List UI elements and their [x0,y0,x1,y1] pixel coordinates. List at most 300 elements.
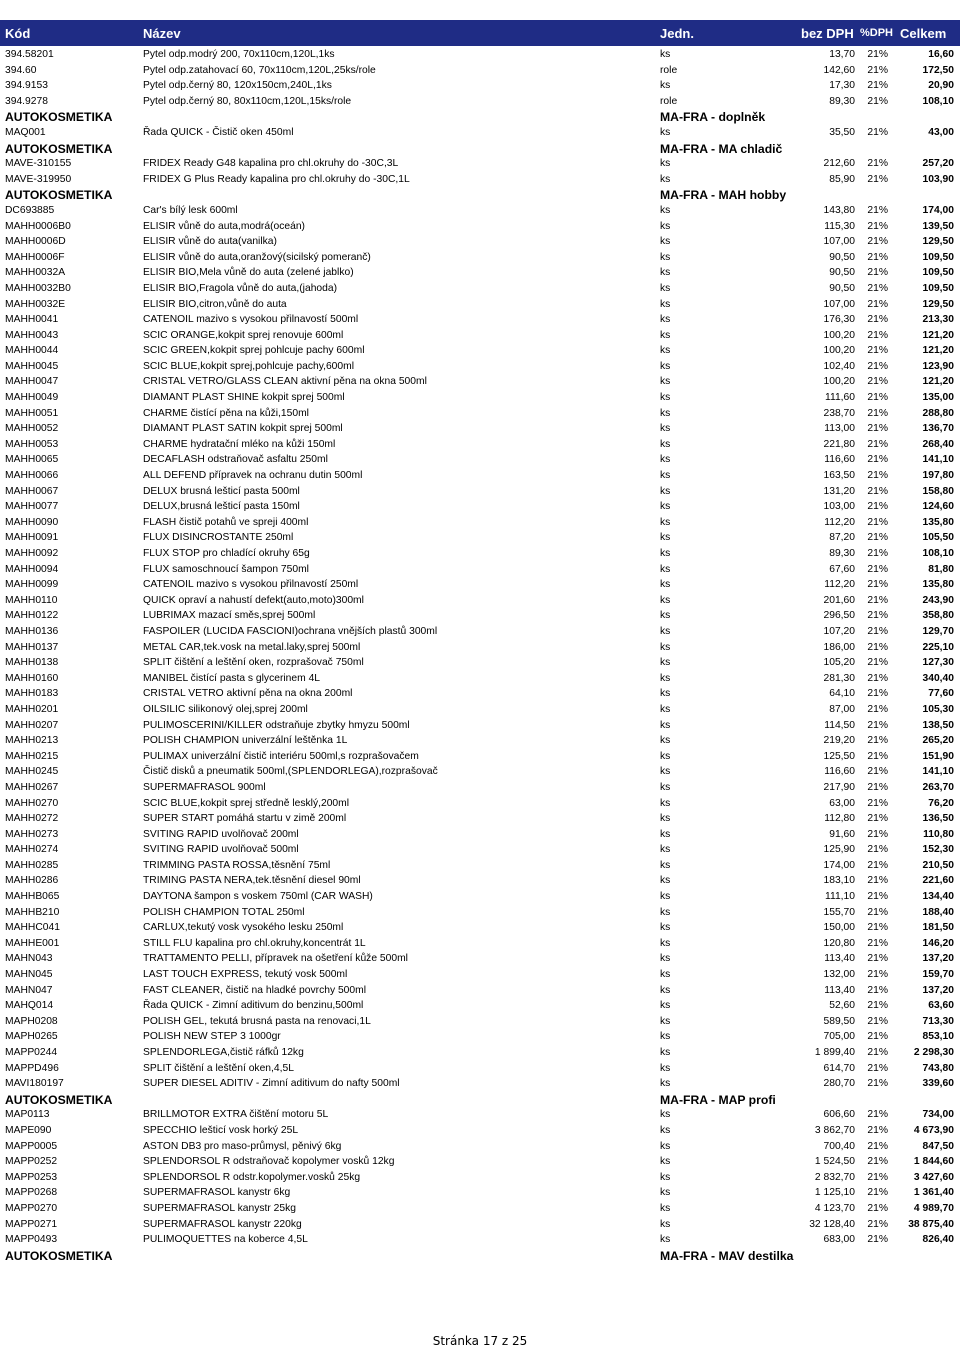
cell-price: 186,00 [823,641,855,653]
cell-name: ELISIR BIO,Fragola vůně do auta,(jahoda) [143,282,338,294]
cell-unit: ks [660,516,671,528]
cell-unit: ks [660,220,671,232]
cell-code: MAHH0044 [5,345,59,357]
table-row [0,203,960,219]
cell-price: 142,60 [823,64,855,76]
cell-code: MAVI180197 [5,1078,64,1090]
cell-name: DIAMANT PLAST SATIN kokpit sprej 500ml [143,423,343,435]
cell-name: POLISH NEW STEP 3 1000gr [143,1031,281,1043]
table-row [0,920,960,936]
cell-vat: 21% [867,95,888,107]
cell-code: MAPPD496 [5,1062,59,1074]
cell-price: 132,00 [823,969,855,981]
table-row [0,343,960,359]
cell-code: MAHH0099 [5,579,59,591]
cell-total: 20,90 [928,80,954,92]
table-row [0,94,960,110]
cell-price: 90,50 [829,282,855,294]
cell-total: 210,50 [922,859,954,871]
cell-unit: ks [660,1109,671,1121]
cell-vat: 21% [867,579,888,591]
cell-vat: 21% [867,1171,888,1183]
cell-code: MAHH0043 [5,329,59,341]
table-row [0,125,960,141]
cell-price: 221,80 [823,438,855,450]
cell-total: 713,30 [922,1015,954,1027]
cell-price: 113,40 [824,953,855,965]
cell-price: 238,70 [823,407,855,419]
cell-code: MAHN045 [5,969,53,981]
table-row [0,219,960,235]
cell-name: SCIC BLUE,kokpit sprej středně lesklý,200ml [143,797,350,809]
cell-vat: 21% [867,953,888,965]
cell-total: 16,60 [928,49,954,60]
cell-price: 32 128,40 [809,1218,855,1230]
table-row [0,406,960,422]
cell-total: 123,90 [922,360,954,372]
cell-name: FLASH čistič potahů ve spreji 400ml [143,516,309,528]
cell-unit: ks [660,158,671,170]
cell-total: 63,60 [928,1000,954,1012]
cell-name: Pytel odp.modrý 200, 70x110cm,120L,1ks [143,49,335,60]
cell-price: 131,20 [823,485,855,497]
section-row [0,1248,960,1264]
cell-total: 358,80 [922,610,954,622]
cell-code: MAHHB210 [5,906,60,918]
cell-total: 109,50 [922,282,954,294]
cell-vat: 21% [867,220,888,232]
price-table [0,47,960,1263]
cell-code: 394.58201 [5,49,54,60]
table-row [0,1201,960,1217]
header-total: Celkem [900,26,947,41]
cell-code: MAHH0137 [5,641,59,653]
cell-vat: 21% [867,49,888,60]
table-row [0,780,960,796]
cell-name: METAL CAR,tek.vosk na metal.laky,sprej 500ml [143,641,361,653]
cell-vat: 21% [867,922,888,934]
cell-total: 136,70 [922,423,954,435]
cell-unit: ks [660,610,671,622]
cell-code: MAHH0286 [5,875,59,887]
cell-code: MAHH0138 [5,657,59,669]
table-row [0,889,960,905]
cell-vat: 21% [867,672,888,684]
cell-vat: 21% [867,1109,888,1121]
cell-price: 90,50 [829,267,855,279]
table-row [0,1123,960,1139]
section-category: AUTOKOSMETIKA [5,188,113,203]
cell-name: CRISTAL VETRO aktivní pěna na okna 200ml [143,688,353,700]
table-row [0,468,960,484]
table-row [0,655,960,671]
cell-code: MAHH0213 [5,735,59,747]
cell-vat: 21% [867,516,888,528]
cell-unit: ks [660,672,671,684]
table-row [0,967,960,983]
table-row [0,452,960,468]
cell-unit: ks [660,49,671,60]
cell-unit: ks [660,360,671,372]
cell-total: 3 427,60 [913,1171,954,1183]
cell-name: Car's bílý lesk 600ml [143,204,238,216]
section-category: AUTOKOSMETIKA [5,110,113,125]
cell-total: 146,20 [922,937,954,949]
cell-unit: ks [660,984,671,996]
cell-vat: 21% [867,548,888,559]
table-row [0,374,960,390]
cell-price: 683,00 [823,1234,855,1246]
cell-vat: 21% [867,641,888,653]
cell-code: MAHH0267 [5,781,59,793]
cell-price: 176,30 [823,314,855,326]
cell-total: 152,30 [922,844,954,856]
cell-price: 112,20 [824,579,855,591]
cell-unit: ks [660,719,671,731]
cell-unit: ks [660,1202,671,1214]
cell-price: 201,60 [823,594,855,606]
cell-unit: role [660,95,678,107]
cell-price: 174,00 [823,859,855,871]
cell-name: TRATTAMENTO PELLI, přípravek na ošetření kůže 500ml [143,953,408,965]
cell-name: FRIDEX G Plus Ready kapalina pro chl.okruhy do -30C,1L [143,173,410,185]
cell-vat: 21% [867,236,888,248]
cell-unit: ks [660,470,671,482]
table-row [0,577,960,593]
cell-code: 394.9278 [5,95,48,107]
cell-total: 743,80 [922,1062,954,1074]
cell-vat: 21% [867,610,888,622]
cell-price: 212,60 [823,158,855,170]
cell-unit: ks [660,423,671,435]
cell-total: 151,90 [922,750,954,762]
cell-total: 110,80 [923,828,954,840]
cell-total: 4 673,90 [913,1124,954,1136]
cell-total: 103,90 [922,173,954,185]
cell-unit: ks [660,781,671,793]
cell-total: 77,60 [928,688,954,700]
table-row [0,905,960,921]
cell-name: SUPERMAFRASOL kanystr 25kg [143,1202,296,1214]
cell-total: 853,10 [922,1031,954,1043]
cell-vat: 21% [867,1078,888,1090]
cell-name: FLUX samoschnoucí šampon 750ml [143,563,309,575]
cell-name: OILSILIC silikonový olej,sprej 200ml [143,703,308,715]
cell-total: 139,50 [922,220,954,232]
cell-unit: ks [660,532,671,544]
cell-name: PULIMAX univerzální čistič interiéru 500ml,s rozprašovačem [143,750,419,762]
cell-name: ELISIR vůně do auta,oranžový(sicilský pomeranč) [143,251,371,263]
cell-total: 108,10 [922,95,954,107]
cell-code: MAP0113 [5,1109,50,1121]
table-row [0,1154,960,1170]
table-row [0,983,960,999]
cell-code: MAVE-310155 [5,158,72,170]
table-row [0,562,960,578]
cell-vat: 21% [867,407,888,419]
cell-code: MAHH0067 [5,485,59,497]
cell-vat: 21% [867,1047,888,1058]
cell-code: MAHH0066 [5,470,59,482]
cell-vat: 21% [867,1187,888,1199]
cell-price: 700,40 [823,1140,855,1152]
cell-unit: ks [660,766,671,778]
table-row [0,1014,960,1030]
cell-unit: ks [660,641,671,653]
cell-vat: 21% [867,64,888,76]
table-row [0,811,960,827]
cell-code: MAHH0006D [5,236,66,248]
cell-code: MAPP0270 [5,1202,58,1214]
section-title: MA-FRA - MAH hobby [660,188,787,203]
cell-unit: ks [660,625,671,637]
cell-name: ELISIR BIO,citron,vůně do auta [143,298,287,310]
cell-code: MAHH0201 [5,703,59,715]
cell-name: TRIMING PASTA NERA,tek.těsnění diesel 90ml [143,875,361,887]
cell-vat: 21% [867,501,888,513]
cell-vat: 21% [867,423,888,435]
cell-price: 52,60 [829,1000,855,1012]
cell-total: 847,50 [922,1140,954,1152]
cell-name: SPLIT čištění a leštění oken,4,5L [143,1062,294,1074]
table-row [0,297,960,313]
cell-total: 109,50 [922,251,954,263]
cell-name: DELUX brusná lešticí pasta 500ml [143,485,300,497]
table-row [0,515,960,531]
cell-name: CRISTAL VETRO/GLASS CLEAN aktivní pěna na okna 500ml [143,376,427,388]
cell-unit: ks [660,953,671,965]
cell-name: LAST TOUCH EXPRESS, tekutý vosk 500ml [143,969,348,981]
cell-vat: 21% [867,438,888,450]
cell-total: 76,20 [928,797,954,809]
table-row [0,671,960,687]
cell-unit: ks [660,703,671,715]
cell-unit: ks [660,1187,671,1199]
cell-code: MAHHB065 [5,891,60,903]
cell-vat: 21% [867,1062,888,1074]
cell-price: 281,30 [823,672,855,684]
cell-code: MAHH0032A [5,267,66,279]
cell-price: 114,50 [824,719,855,731]
cell-unit: ks [660,1047,671,1058]
cell-code: MAHH0090 [5,516,59,528]
cell-price: 100,20 [823,329,855,341]
section-title: MA-FRA - MA chladič [660,141,783,156]
cell-vat: 21% [867,345,888,357]
table-row [0,1076,960,1092]
cell-total: 129,50 [922,298,954,310]
cell-unit: ks [660,657,671,669]
cell-total: 1 361,40 [913,1187,954,1199]
cell-name: POLISH CHAMPION univerzální leštěnka 1L [143,735,348,747]
cell-vat: 21% [867,1218,888,1230]
cell-total: 121,20 [922,345,954,357]
cell-unit: ks [660,1234,671,1246]
cell-name: DAYTONA šampon s voskem 750ml (CAR WASH) [143,891,373,903]
cell-price: 589,50 [823,1015,855,1027]
table-row [0,390,960,406]
cell-vat: 21% [867,797,888,809]
cell-name: BRILLMOTOR EXTRA čištění motoru 5L [143,1109,329,1121]
table-row [0,484,960,500]
table-row [0,78,960,94]
cell-unit: ks [660,376,671,388]
cell-unit: ks [660,329,671,341]
cell-price: 111,10 [825,891,855,903]
cell-price: 64,10 [829,688,855,700]
cell-vat: 21% [867,813,888,825]
cell-unit: ks [660,282,671,294]
table-row [0,796,960,812]
cell-vat: 21% [867,1015,888,1027]
cell-vat: 21% [867,937,888,949]
cell-price: 1 524,50 [814,1156,855,1168]
table-row [0,499,960,515]
cell-name: SUPER DIESEL ADITIV - Zimní aditivum do nafty 500ml [143,1078,400,1090]
cell-code: MAPH0265 [5,1031,58,1043]
cell-code: MAHHE001 [5,937,60,949]
section-row [0,109,960,125]
cell-price: 107,00 [823,298,855,310]
cell-vat: 21% [867,563,888,575]
cell-code: MAHH0270 [5,797,59,809]
cell-name: FASPOILER (LUCIDA FASCIONI)ochrana vnějších plastů 300ml [143,625,438,637]
cell-unit: ks [660,969,671,981]
table-row [0,718,960,734]
cell-price: 606,60 [823,1109,855,1121]
cell-name: CHARME čistící pěna na kůži,150ml [143,407,309,419]
cell-total: 174,00 [922,204,954,216]
table-row [0,1170,960,1186]
table-row [0,156,960,172]
cell-price: 17,30 [829,80,855,92]
cell-price: 1 125,10 [814,1187,855,1199]
cell-name: POLISH CHAMPION TOTAL 250ml [143,906,305,918]
cell-code: MAHH0245 [5,766,59,778]
cell-unit: ks [660,750,671,762]
section-title: MA-FRA - doplněk [660,110,766,125]
cell-price: 87,20 [829,532,855,544]
cell-unit: ks [660,501,671,513]
cell-vat: 21% [867,969,888,981]
cell-name: SPLENDORLEGA,čistič ráfků 12kg [143,1047,304,1058]
cell-vat: 21% [867,1234,888,1246]
cell-price: 100,20 [823,345,855,357]
section-title: MA-FRA - MAV destilka [660,1248,794,1263]
cell-total: 265,20 [922,735,954,747]
cell-price: 614,70 [823,1062,855,1074]
table-row [0,858,960,874]
cell-unit: ks [660,1031,671,1043]
cell-unit: ks [660,1062,671,1074]
cell-code: MAHH0094 [5,563,59,575]
cell-name: DECAFLASH odstraňovač asfaltu 250ml [143,454,328,466]
header-unit: Jedn. [660,26,694,41]
cell-vat: 21% [867,532,888,544]
cell-price: 113,40 [824,984,855,996]
cell-unit: ks [660,1078,671,1090]
cell-code: MAHQ014 [5,1000,54,1012]
cell-unit: ks [660,251,671,263]
table-row [0,827,960,843]
cell-unit: ks [660,859,671,871]
cell-code: MAHN047 [5,984,53,996]
cell-total: 109,50 [922,267,954,279]
cell-code: MAPP0244 [5,1047,58,1058]
cell-name: SVITING RAPID uvolňovač 500ml [143,844,299,856]
cell-name: FLUX STOP pro chladící okruhy 65g [143,548,310,559]
cell-name: Pytel odp.černý 80, 80x110cm,120L,15ks/role [143,95,352,107]
cell-total: 105,30 [922,703,954,715]
cell-unit: ks [660,267,671,279]
cell-code: MAHH0285 [5,859,59,871]
cell-vat: 21% [867,267,888,279]
cell-name: PULIMOQUETTES na koberce 4,5L [143,1234,308,1246]
cell-name: SCIC ORANGE,kokpit sprej renovuje 600ml [143,329,344,341]
cell-total: 1 844,60 [913,1156,954,1168]
cell-price: 87,00 [829,703,855,715]
cell-code: MAHH0092 [5,548,59,559]
cell-price: 103,00 [823,501,855,513]
cell-vat: 21% [867,781,888,793]
cell-unit: ks [660,314,671,326]
cell-name: SCIC BLUE,kokpit sprej,pohlcuje pachy,600ml [143,360,354,372]
cell-vat: 21% [867,1031,888,1043]
cell-price: 143,80 [823,204,855,216]
cell-vat: 21% [867,906,888,918]
cell-price: 155,70 [823,906,855,918]
cell-name: Řada QUICK - Zimní aditivum do benzinu,500ml [143,1000,364,1012]
cell-vat: 21% [867,719,888,731]
cell-price: 90,50 [829,251,855,263]
cell-vat: 21% [867,158,888,170]
cell-price: 296,50 [823,610,855,622]
table-row [0,749,960,765]
cell-vat: 21% [867,875,888,887]
cell-unit: ks [660,1124,671,1136]
table-row [0,265,960,281]
cell-unit: ks [660,485,671,497]
cell-name: SUPER START pomáhá startu v zimě 200ml [143,813,347,825]
cell-name: SUPERMAFRASOL kanystr 220kg [143,1218,302,1230]
cell-code: MAHH0122 [5,610,59,622]
cell-code: MAVE-319950 [5,173,72,185]
cell-code: MAHH0032E [5,298,66,310]
cell-total: 137,20 [922,953,954,965]
cell-unit: ks [660,688,671,700]
cell-name: SPLENDORSOL R odstraňovač kopolymer vosků 12kg [143,1156,395,1168]
cell-price: 85,90 [829,173,855,185]
table-row [0,359,960,375]
section-category: AUTOKOSMETIKA [5,1092,113,1107]
cell-code: MAHH0273 [5,828,59,840]
cell-vat: 21% [867,298,888,310]
cell-code: MAPP0005 [5,1140,58,1152]
cell-vat: 21% [867,703,888,715]
cell-unit: ks [660,875,671,887]
table-row [0,842,960,858]
cell-vat: 21% [867,360,888,372]
table-row [0,702,960,718]
cell-code: MAPH0208 [5,1015,58,1027]
cell-code: MAHH0049 [5,392,59,404]
cell-name: LUBRIMAX mazací směs,sprej 500ml [143,610,316,622]
cell-price: 705,00 [823,1031,855,1043]
cell-vat: 21% [867,376,888,388]
table-row [0,733,960,749]
table-row [0,1045,960,1061]
cell-total: 137,20 [922,984,954,996]
